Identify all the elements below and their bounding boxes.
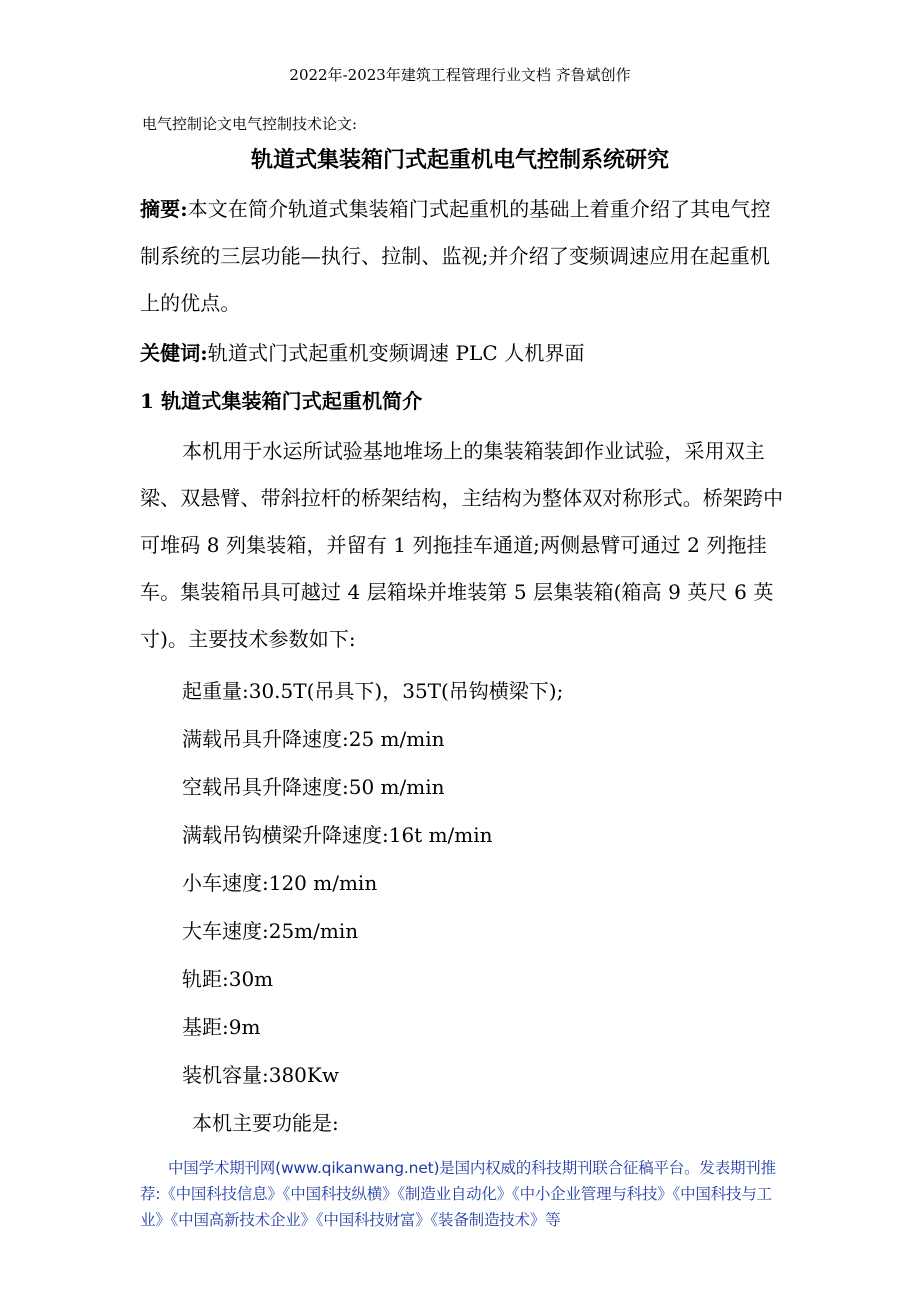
journal-footer: 中国学术期刊网(www.qikanwang.net)是国内权威的科技期刊联合征稿平台。发表期刊推荐:《中国科技信息》《中国科技纵横》《制造业自动化》《中小企业管理与科技》《中国科技与工业》《中国高新技术企业》《中国科技财富》《装备制造技术》等 [140,1159,776,1229]
keywords-paragraph [140,330,788,377]
spec-item: 起重量:30.5T(吊具下)，35T(吊钩横梁下); [182,679,564,703]
abstract-label: 摘要: [140,197,188,221]
spec-item: 满载吊具升降速度:25 m/min [182,727,445,751]
spec-item: 基距:9m [182,1015,261,1039]
keywords-label: 关健词: [140,341,208,365]
spec-item: 装机容量:380Kw [182,1063,339,1087]
function-lead: 本机主要功能是: [192,1111,339,1135]
section-heading: 1 轨道式集装箱门式起重机简介 [140,389,423,413]
intro-paragraph: 本机用于水运所试验基地堆场上的集装箱装卸作业试验，采用双主梁、双悬臂、带斜拉杆的桥架结构，主结构为整体双对称形式。桥架跨中可堆码 8 列集装箱，并留有 1 列拖挂车通道;两侧悬臂可通过 2 列拖挂车。集装箱吊具可越过 4 层箱垛并堆装第 5 层集装箱(箱高 9 英尺 6 英寸)。主要技术参数如下: [140,439,784,651]
article-title: 轨道式集装箱门式起重机电气控制系统研究 [250,147,669,173]
article-category: 电气控制论文电气控制技术论文: [142,115,358,133]
spec-item: 小车速度:120 m/min [182,871,378,895]
keywords-text: 轨道式门式起重机变频调速 PLC 人机界面 [207,341,585,365]
spec-item: 大车速度:25m/min [182,919,359,943]
spec-item: 满载吊钩横梁升降速度:16t m/min [182,823,493,847]
spec-item: 轨距:30m [182,967,274,991]
spec-item: 空载吊具升降速度:50 m/min [182,775,445,799]
page-header: 2022年-2023年建筑工程管理行业文档 齐鲁斌创作 [289,66,631,84]
abstract-text: 本文在简介轨道式集装箱门式起重机的基础上着重介绍了其电气控制系统的三层功能—执行、拉制、监视;并介绍了变频调速应用在起重机上的优点。 [140,197,771,315]
abstract-paragraph [140,186,788,327]
